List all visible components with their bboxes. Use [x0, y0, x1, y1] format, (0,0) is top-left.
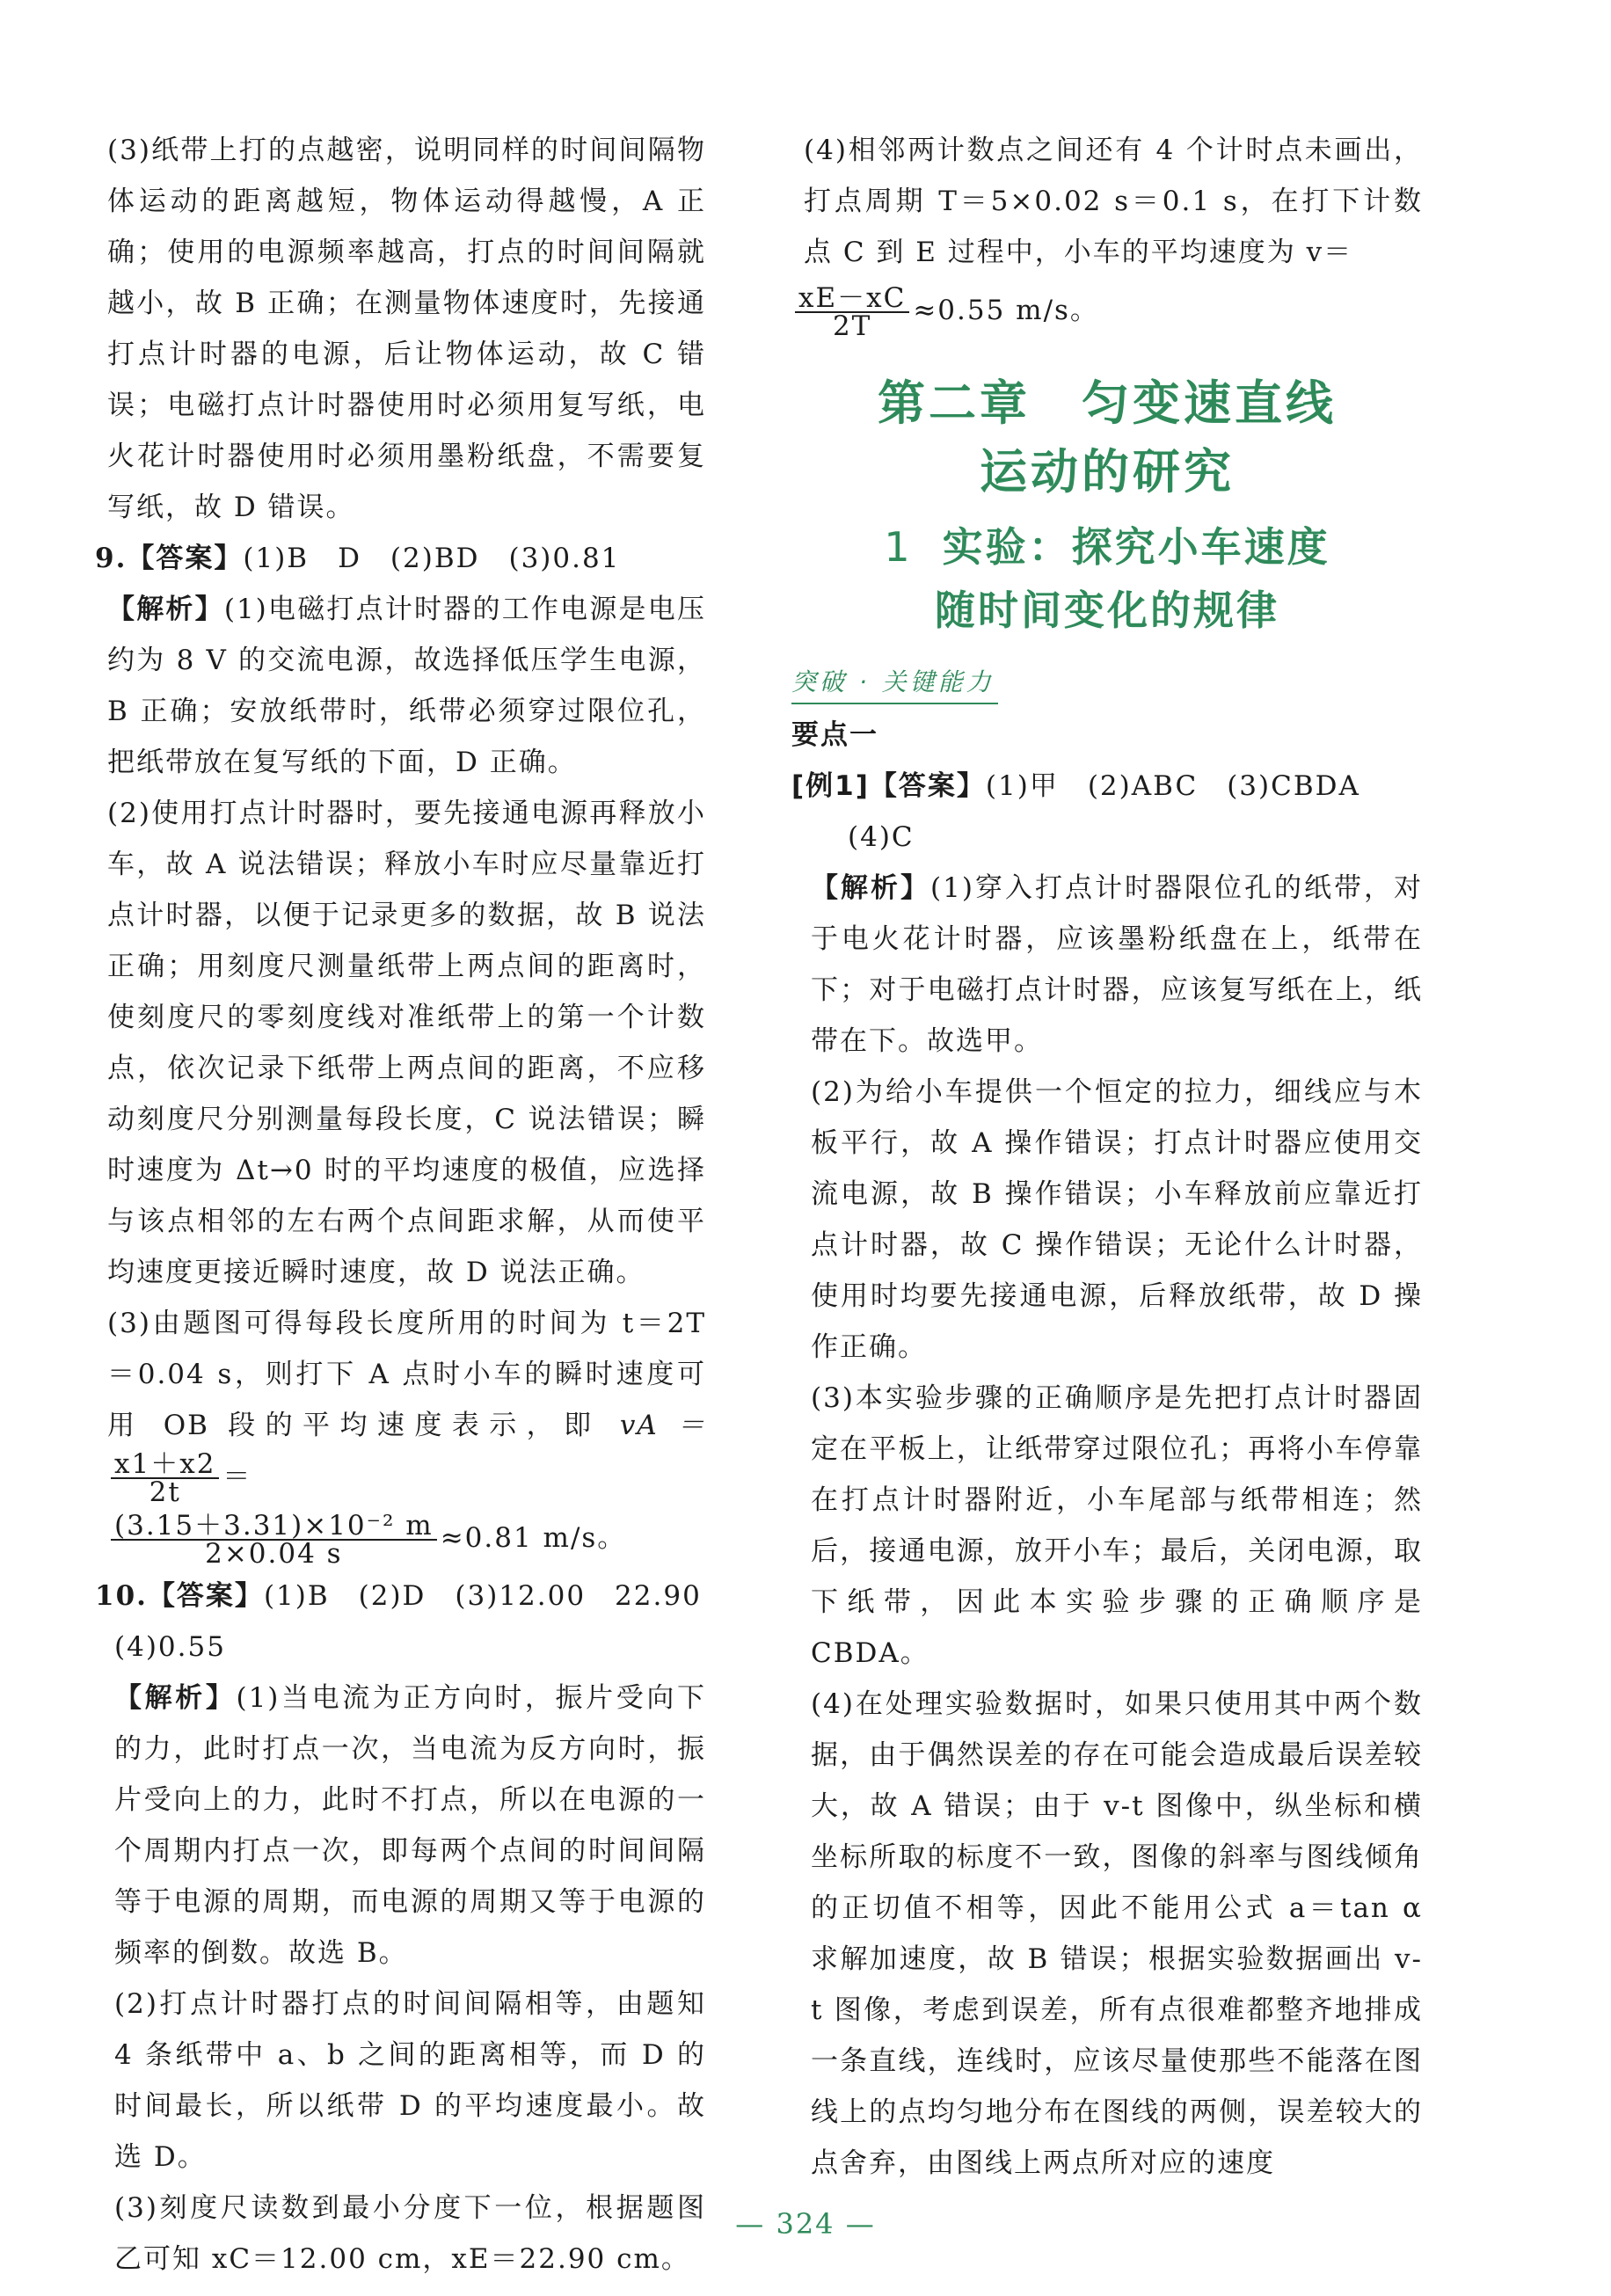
example1-analysis-tag: 【解析】 — [811, 872, 931, 904]
q9-analysis-3-text: (3)由题图可得每段长度所用的时间为 t＝2T＝0.04 s，则打下 A 点时小车的瞬时速度可用 OB 段的平均速度表示，即 — [107, 1308, 706, 1441]
example1-analysis-3: (3)本实验步骤的正确顺序是先把打点计时器固定在平板上，让纸带穿过限位孔；再将小车停靠在打点计时器附近，小车尾部与纸带相连；然后，接通电源，放开小车；最后，关闭电源，取下纸带，因此本实验步骤的正确顺序是 CBDA。 — [811, 1382, 1423, 1669]
q9-answer-line — [95, 533, 706, 584]
q9-analysis-1 — [95, 584, 706, 788]
left-column — [95, 125, 706, 2285]
q10-part4-paragraph: (4)相邻两计数点之间还有 4 个计时点未画出，打点周期 T＝5×0.02 s＝0.1 s，在打下计数点 C 到 E 过程中，小车的平均速度为 v＝ — [804, 135, 1423, 268]
example1-answer-line — [791, 761, 1423, 812]
q10-analysis-1 — [95, 1673, 706, 1979]
point-heading: 要点一 — [791, 719, 878, 751]
q9-analysis-2: (2)使用打点计时器时，要先接通电源再释放小车，故 A 说法错误；释放小车时应尽量靠近打点计时器，以便于记录更多的数据，故 B 说法正确；用刻度尺测量纸带上两点间的距离时，使刻度尺的零刻度线对准纸带上的第一个计数点，依次记录下纸带上两点间的距离，不应移动刻度尺分别测量每段长度，C 说法错误；瞬时速度为 Δt→0 时的平均速度的极值，应选择与该点相邻的左右两个点间距求解，从而使平均速度更接近瞬时速度，故 D 说法正确。 — [107, 798, 706, 1288]
key-ability-heading: 突破 · 关键能力 — [791, 664, 998, 704]
q9-formula-fraction-1 — [111, 1448, 219, 1508]
section-title-line1: 实验：探究小车速度 — [942, 523, 1330, 571]
q10-analysis-1-text: (1)当电流为正方向时，振片受向下的力，此时打点一次，当电流为反方向时，振片受向上的力，此时不打点，所以在电源的一个周期内打点一次，即每两个点间的时间间隔等于电源的周期，而电源的周期又等于电源的频率的倒数。故选 B。 — [114, 1682, 706, 1969]
q10-analysis-2: (2)打点计时器打点的时间间隔相等，由题知 4 条纸带中 a、b 之间的距离相等，而 D 的时间最长，所以纸带 D 的平均速度最小。故选 D。 — [114, 1988, 706, 2173]
q10-answer-tag: 【答案】 — [147, 1580, 264, 1612]
q9-frac1-numerator: x1＋x2 — [111, 1451, 219, 1479]
q8-part3-paragraph: (3)纸带上打的点越密，说明同样的时间间隔物体运动的距离越短，物体运动得越慢，A 正确；使用的电源频率越高，打点的时间间隔就越小，故 B 正确；在测量物体速度时，先接通打点计时器的电源，后让物体运动，故 C 错误；电磁打点计时器使用时必须用复写纸，电火花计时器使用时必须用墨粉纸盘，不需要复写纸，故 D 错误。 — [107, 135, 706, 523]
q10-part4-formula — [791, 278, 1423, 343]
q9-formula-line — [95, 1505, 706, 1571]
q9-number: 9. — [95, 543, 128, 574]
q9-frac2-denominator: 2×0.04 s — [205, 1537, 343, 1570]
q9-analysis-3: (3)由题图可得每段长度所用的时间为 t＝2T＝0.04 s，则打下 A 点时小车的瞬时速度可用 OB 段的平均速度表示，即 vA ＝ $\frac{x1+x2}{2t}$ ＝ — [107, 1308, 706, 1508]
q10-analysis-tag: 【解析】 — [114, 1682, 237, 1714]
example1-answer-tag: 【答案】 — [869, 770, 986, 802]
q10-frac-denominator: 2T — [832, 310, 872, 342]
example1-analysis-1 — [791, 863, 1423, 1067]
q10-answer-line — [95, 1571, 706, 1622]
q9-formula-lhs: vA ＝ — [619, 1410, 706, 1441]
q10-number: 10. — [95, 1580, 148, 1612]
example1-analysis-2: (2)为给小车提供一个恒定的拉力，细线应与木板平行，故 A 操作错误；打点计时器应使用交流电源，故 B 操作错误；小车释放前应靠近打点计时器，故 C 操作错误；无论什么计时器，使用时均要先接通电源，后释放纸带，故 D 操作正确。 — [811, 1076, 1423, 1363]
q9-answer-tag: 【答案】 — [127, 543, 244, 574]
q10-answer-line2: (4)0.55 — [114, 1631, 226, 1663]
section-title — [791, 515, 1423, 642]
example1-answer-line1: (1)甲 (2)ABC (3)CBDA — [985, 770, 1360, 802]
q9-answer: (1)B D (2)BD (3)0.81 — [243, 543, 621, 574]
q9-formula-result: ≈0.81 m/s。 — [440, 1522, 627, 1554]
chapter-title-line2: 运动的研究 — [980, 444, 1235, 499]
q9-analysis-1-text: (1)电磁打点计时器的工作电源是电压约为 8 V 的交流电源，故选择低压学生电源，B 正确；安放纸带时，纸带必须穿过限位孔，把纸带放在复写纸的下面，D 正确。 — [107, 594, 706, 778]
q9-frac2-numerator: (3.15＋3.31)×10⁻² m — [111, 1512, 437, 1541]
q10-answer-line1: (1)B (2)D (3)12.00 22.90 — [263, 1580, 702, 1612]
example1-label: [例1] — [791, 770, 870, 802]
right-column — [791, 125, 1423, 2189]
section-number: 1 — [884, 523, 913, 571]
example1-analysis-4: (4)在处理实验数据时，如果只使用其中两个数据，由于偶然误差的存在可能会造成最后误差较大，故 A 错误；由于 v-t 图像中，纵坐标和横坐标所取的标度不一致，图像的斜率与图线倾角的正切值不相等，因此不能用公式 a＝tan α 求解加速度，故 B 错误；根据实验数据画出 v-t 图像，考虑到误差，所有点很难都整齐地排成一条直线，连线时，应该尽量使那些不能落在图线上的点均匀地分布在图线的两侧，误差较大的点舍弃，由图线上两点所对应的速度 — [811, 1688, 1423, 2179]
example1-analysis-1-text: (1)穿入打点计时器限位孔的纸带，对于电火花计时器，应该墨粉纸盘在上，纸带在下；对于电磁打点计时器，应该复写纸在上，纸带在下。故选甲。 — [811, 872, 1424, 1057]
q10-formula-fraction — [795, 281, 909, 342]
q10-formula-result: ≈0.55 m/s。 — [913, 295, 1099, 326]
chapter-title-line1: 第二章 匀变速直线 — [878, 375, 1337, 431]
q9-formula-fraction-2 — [111, 1509, 437, 1570]
q9-frac1-denominator: 2t — [149, 1476, 181, 1508]
chapter-title — [791, 369, 1423, 507]
section-title-line2: 随时间变化的规律 — [935, 587, 1279, 634]
q10-frac-numerator: xE－xC — [795, 285, 909, 313]
example1-answer-line2: (4)C — [848, 821, 915, 853]
q9-analysis-tag: 【解析】 — [107, 594, 224, 625]
page-number: — 324 — — [735, 2207, 876, 2241]
q10-analysis-3: (3)刻度尺读数到最小分度下一位，根据题图乙可知 xC＝12.00 cm，xE＝22.90 cm。 — [114, 2192, 706, 2275]
